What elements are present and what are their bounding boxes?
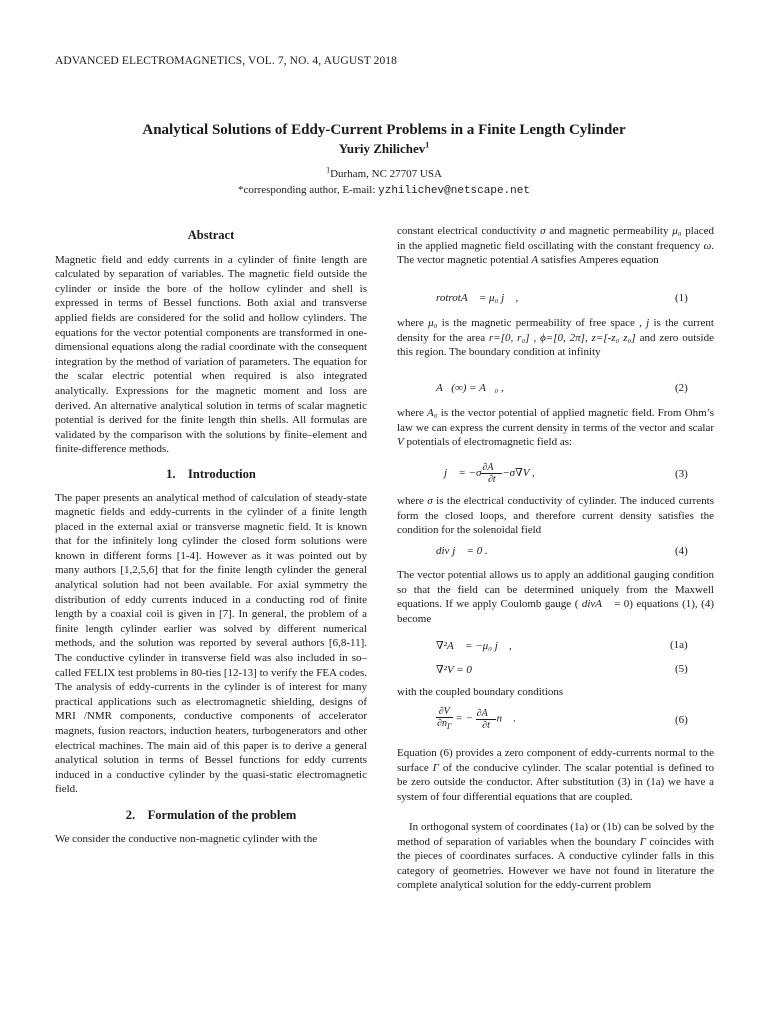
introduction-heading: 1. Introduction	[166, 466, 256, 481]
equation-2-number: (2)	[675, 382, 688, 394]
right-paragraph-3: where A₀ is the vector potential of applied magnetic field. From Ohm’s law we can express the current density in terms of the vector and scalar V potentials of electromagnetic field as:	[397, 407, 714, 449]
equation-3-fraction: $\frac{\partial A⃗}{\partial t}$	[482, 462, 502, 485]
running-header: ADVANCED ELECTROMAGNETICS, VOL. 7, NO. 4, AUGUST 2018	[55, 55, 398, 67]
equation-4-number: (4)	[675, 545, 688, 557]
a-symbol: A	[531, 254, 539, 267]
equation-1: rotrotA⃗ = μ₀ j⃗ ,	[436, 292, 519, 304]
right-paragraph-5: The vector potential allows us to apply an additional gauging condition so that the field can be determined uniquely from the Maxwell equations. If we apply Coulomb gauge ( divA⃗ = 0) equations (1), (4) become	[397, 569, 714, 625]
equation-3: j⃗ = −σ $\frac{\partial A⃗}{\partial t}$ −σ∇V ,	[444, 462, 535, 485]
paper-title: Analytical Solutions of Eddy-Current Problems in a Finite Length Cylinder	[142, 122, 626, 138]
equation-3-number: (3)	[675, 468, 688, 480]
equation-1a-number: (1a)	[670, 639, 688, 651]
affiliation	[0, 166, 768, 199]
equation-5-number: (5)	[675, 663, 688, 675]
equation-6-number: (6)	[675, 714, 688, 726]
equation-6: $\frac{\partial V}{\partial n_\Gamma}$ = − $\frac{\partial A⃗}{\partial t}$ n⃗ .	[437, 706, 517, 731]
right-paragraph-4: where σ is the electrical conductivity of cylinder. The induced currents form the closed loops, and therefore current density satisfies the condition for the solenoidal field	[397, 495, 715, 537]
equation-5: ∇²V = 0	[436, 664, 472, 676]
abstract-heading: Abstract	[187, 228, 235, 242]
equation-1a: ∇²A⃗ = −μ₀ j⃗ ,	[436, 640, 512, 652]
right-paragraph-7: Equation (6) provides a zero component of eddy-currents normal to the surface Γ of the conducive cylinder. The scalar potential is defined to be zero outside the conductor. After substitution (3) in (1a) we have a system of four differential equations that are coupled.	[397, 747, 714, 803]
right-paragraph-2: where μ₀ is the magnetic permeability of free space , j is the current density for the area r=[0, r₀] , ϕ=[0, 2π], z=[-z₀ z₀] and zero outside this region. The boundary condition at infinity	[397, 317, 714, 359]
equation-4: div j⃗ = 0 .	[436, 545, 488, 557]
right-paragraph-8: In orthogonal system of coordinates (1a) or (1b) can be solved by the method of separation of variables when the boundary Γ coincides with the pieces of coordinates surfaces. A conductive cylinder falls in this category of geometries. However we have not found in literature the complete analytical solution for the eddy-current problem	[397, 821, 714, 892]
formulation-heading: 2. Formulation of the problem	[125, 807, 297, 822]
sigma-symbol: σ	[540, 225, 546, 237]
author-email: yzhilichev@netscape.net	[378, 185, 530, 197]
author-name: Yuriy Zhilichev	[338, 141, 426, 156]
mu-symbol: μ₀	[672, 225, 682, 237]
introduction-text: The paper presents an analytical method of calculation of steady-state magnetic fields and eddy-currents in the cylinder of a finite length placed in the external axial or transverse magnetic field. It is known that for the infinitely long cylinder the closed form solutions were known in different forms [1-4]. However as it was pointed out by many authors [1,2,5,6] that for the finite length cylinder the general analytical solution had not been available. For axial symmetry the distribution of eddy currents induced in a conducting rod of finite length by a coaxial coil is given in [7]. In general, the problem of a finite length cylinder earlier was solved by different numerical methods, and the solution was reported by several authors [6,8-11]. The conductive cylinder in transverse field was also included in so–called FELIX test problems in 80-ties [12-13] to verify the FEA codes. The analysis of eddy-currents in the cylinder is of interest for many practical applications such as electromagnetic shielding, designs of MRI /NMR components, conductive components of accelerator magnets, fusion reactors, induction heaters, turbogenerators and other electrical machines. The main aid of this paper is to derive a general analytical solution in terms of Bessel functions for eddy currents induced in a conductive cylinder by the quasi-static electromagnetic field.	[55, 491, 367, 796]
corresponding-prefix: *corresponding author, E-mail:	[238, 184, 379, 196]
equation-1-number: (1)	[675, 292, 688, 304]
affil-mark: 1	[326, 165, 331, 175]
affiliation-address: Durham, NC 27707 USA	[330, 168, 442, 180]
omega-symbol: ω	[703, 239, 712, 252]
right-paragraph-6: with the coupled boundary conditions	[397, 686, 564, 698]
formulation-lead: We consider the conductive non-magnetic cylinder with the	[55, 832, 318, 845]
affiliation-address-line	[0, 166, 768, 182]
equation-2: A⃗(∞) = A⃗₀ ,	[436, 382, 504, 394]
author-affil-mark: 1	[425, 140, 430, 150]
right-paragraph-1: constant electrical conductivity σ and magnetic permeability μ₀ placed in the applied magnetic field oscillating with the constant frequency ω. The vector magnetic potential A satisfies Amperes equation	[397, 225, 714, 267]
title-block	[0, 120, 768, 158]
author-line	[0, 140, 768, 158]
left-column	[55, 228, 367, 846]
corresponding-author-line	[0, 182, 768, 199]
area-definition: r=[0, r₀] , ϕ=[0, 2π], z=[-z₀ z₀]	[489, 331, 636, 344]
abstract-text: Magnetic field and eddy currents in a cylinder of finite length are calculated by separation of variables. The magnetic field outside the cylinder or inside the bore of the hollow cylinder and shell is expressed in terms of Bessel functions. Both axial and transverse applied fields are considered for the solid and hollow cylinders. The equations for the vector potential components are transformed in one-dimensional equations along the radial coordinate with the consequent integration by the method of variation of parameters. The equation for the scalar electric potential when required is also integrated analytically. Expressions for the magnetic moment and loss are derived. An alternative analytical solution in terms of scalar magnetic potential is derived for the finite length thin shells. All formulas are validated by the comparison with the solutions by finite–element and finite-difference methods.	[55, 253, 367, 456]
